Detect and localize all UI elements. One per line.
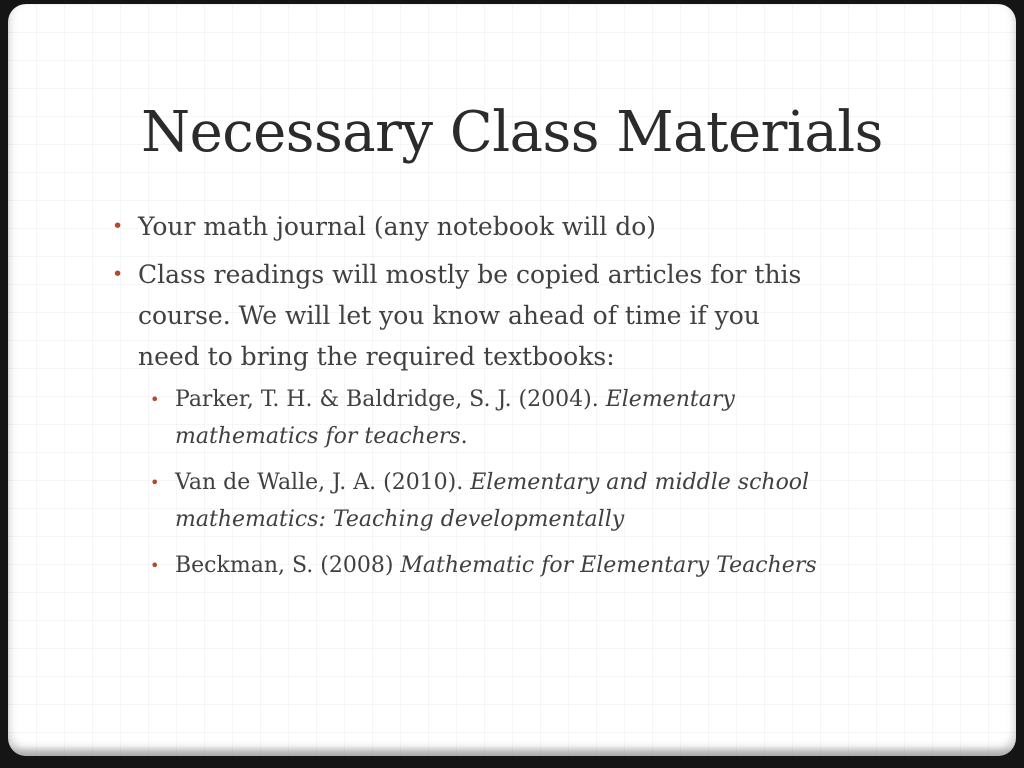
list-item-journal bbox=[100, 206, 930, 247]
bullet-text: Your math journal (any notebook will do) bbox=[138, 212, 657, 241]
slide-title: Necessary Class Materials bbox=[141, 100, 883, 165]
bullet-text-line: Class readings will mostly be copied articles for this bbox=[138, 260, 802, 289]
reference-authors: Beckman, S. (2008) bbox=[175, 553, 401, 578]
reference-suffix: . bbox=[460, 424, 468, 449]
slide-content bbox=[100, 206, 930, 593]
bullet-text-line: need to bring the required textbooks: bbox=[138, 342, 615, 371]
slide-shadow bbox=[8, 746, 1016, 756]
bullet-list bbox=[100, 206, 930, 584]
reference-line bbox=[175, 464, 930, 501]
list-item-readings bbox=[100, 254, 930, 584]
slide bbox=[8, 4, 1016, 756]
reference-authors: Parker, T. H. & Baldridge, S. J. (2004). bbox=[175, 387, 606, 412]
reference-title: mathematics: Teaching developmentally bbox=[175, 507, 625, 532]
reference-title: mathematics for teachers bbox=[175, 424, 461, 449]
reference-item-van-de-walle bbox=[138, 464, 930, 538]
bullet-icon: • bbox=[112, 263, 124, 285]
reference-line bbox=[175, 418, 930, 455]
bullet-icon: • bbox=[150, 390, 160, 409]
reference-title: Mathematic for Elementary Teachers bbox=[400, 553, 817, 578]
reference-line bbox=[175, 547, 930, 584]
reference-line bbox=[175, 381, 930, 418]
reference-title: Elementary and middle school bbox=[470, 470, 810, 495]
reference-item-parker bbox=[138, 381, 930, 455]
reference-line bbox=[175, 501, 930, 538]
reference-title: Elementary bbox=[605, 387, 735, 412]
reference-item-beckman bbox=[138, 547, 930, 584]
bullet-icon: • bbox=[112, 215, 124, 237]
reference-list bbox=[138, 381, 930, 584]
bullet-icon: • bbox=[150, 556, 160, 575]
bullet-text-line: course. We will let you know ahead of time if you bbox=[138, 301, 760, 330]
reference-authors: Van de Walle, J. A. (2010). bbox=[175, 470, 471, 495]
bullet-icon: • bbox=[150, 473, 160, 492]
